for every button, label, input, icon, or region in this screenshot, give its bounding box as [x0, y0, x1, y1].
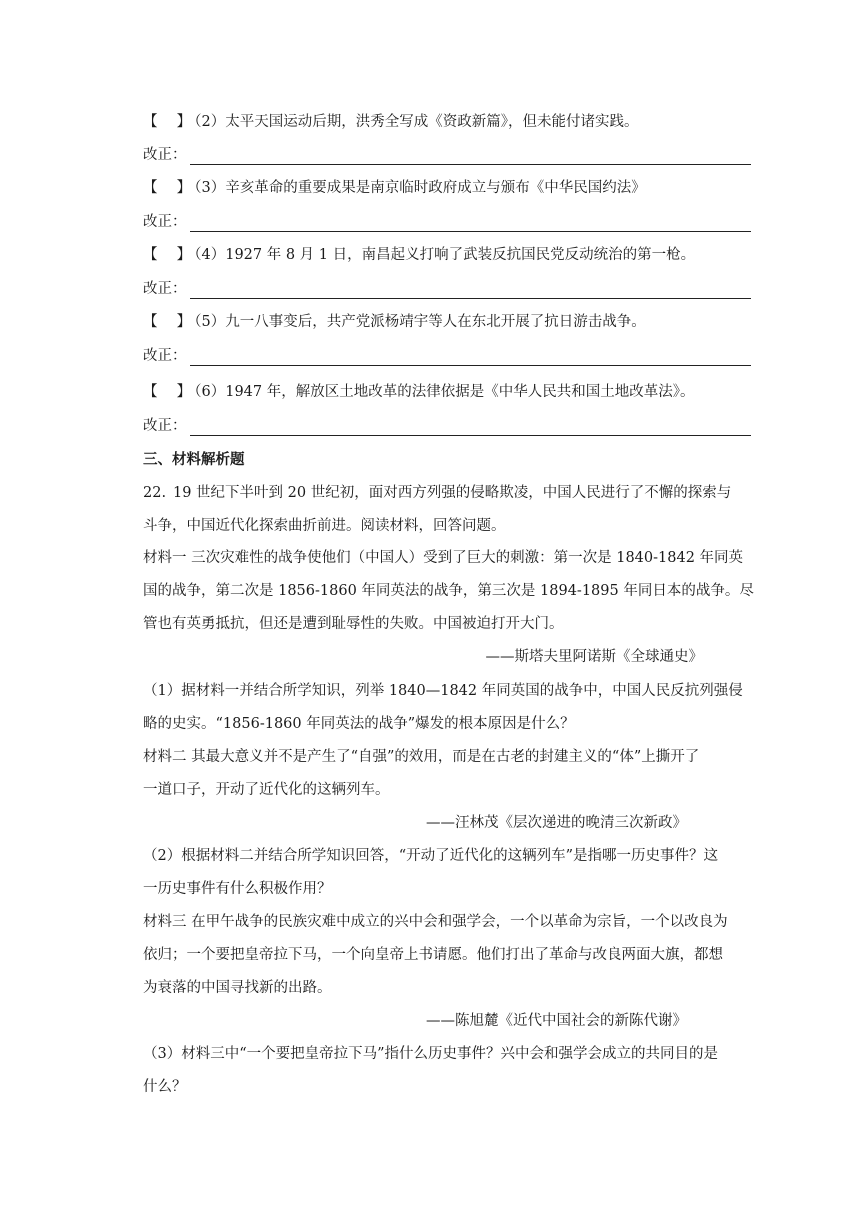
question-intro-line-2: 斗争，中国近代化探索曲折前进。阅读材料，回答问题。 — [143, 518, 506, 534]
answer-bracket[interactable]: 【 】 — [143, 114, 192, 130]
material-2-source: ——汪林茂《层次递进的晚清三次新政》 — [426, 815, 687, 831]
material-3-line-2: 依归；一个要把皇帝拉下马，一个向皇帝上书请愿。他们打出了革命与改良两面大旗，都想 — [143, 947, 723, 963]
correction-label: 改正： — [143, 147, 187, 163]
sub-question-2-line-1: （2）根据材料二并结合所学知识回答，“开动了近代化的这辆列车”是指哪一历史事件？这 — [143, 848, 719, 864]
correction-label: 改正： — [143, 214, 187, 230]
judgment-item-6 — [143, 382, 751, 402]
material-3-source: ——陈旭麓《近代中国社会的新陈代谢》 — [426, 1013, 687, 1029]
answer-bracket[interactable]: 【 】 — [143, 384, 192, 400]
correction-line-5[interactable] — [143, 346, 751, 366]
answer-bracket[interactable]: 【 】 — [143, 180, 192, 196]
material-3-line-1: 材料三 在甲午战争的民族灾难中成立的兴中会和强学会，一个以革命为宗旨，一个以改良为 — [143, 914, 728, 930]
judgment-item-4 — [143, 245, 751, 265]
sub-question-3-line-2: 什么？ — [143, 1079, 187, 1095]
judgment-text: （2）太平天国运动后期，洪秀全写成《资政新篇》，但未能付诸实践。 — [187, 114, 639, 130]
answer-bracket[interactable]: 【 】 — [143, 314, 192, 330]
correction-blank[interactable] — [190, 216, 752, 232]
judgment-text: （4）1927 年 8 月 1 日，南昌起义打响了武装反抗国民党反动统治的第一枪。 — [187, 247, 696, 263]
material-2-line-2: 一道口子，开动了近代化的这辆列车。 — [143, 782, 390, 798]
correction-label: 改正： — [143, 281, 187, 297]
material-2-line-1: 材料二 其最大意义并不是产生了“自强”的效用，而是在古老的封建主义的“体”上撕开了 — [143, 749, 700, 765]
correction-line-4[interactable] — [143, 279, 751, 299]
material-1-line-2: 国的战争，第二次是 1856-1860 年同英法的战争，第三次是 1894-1895 年同日本的战争。尽 — [143, 583, 754, 599]
material-1-line-3: 管也有英勇抵抗，但还是遭到耻辱性的失败。中国被迫打开大门。 — [143, 616, 564, 632]
judgment-text: （3）辛亥革命的重要成果是南京临时政府成立与颁布《中华民国约法》 — [187, 180, 646, 196]
answer-bracket[interactable]: 【 】 — [143, 247, 192, 263]
judgment-item-3 — [143, 178, 751, 198]
section-title: 三、材料解析题 — [143, 451, 245, 468]
material-1-source: ——斯塔夫里阿诺斯《全球通史》 — [485, 649, 703, 665]
correction-blank[interactable] — [190, 149, 752, 165]
sub-question-1-line-2: 略的史实。“1856-1860 年同英法的战争”爆发的根本原因是什么？ — [143, 716, 575, 732]
material-3-line-3: 为衰落的中国寻找新的出路。 — [143, 980, 332, 996]
material-1-line-1: 材料一 三次灾难性的战争使他们（中国人）受到了巨大的刺激：第一次是 1840-1842 年同英 — [143, 550, 744, 566]
correction-label: 改正： — [143, 348, 187, 364]
correction-blank[interactable] — [190, 420, 752, 436]
judgment-text: （5）九一八事变后，共产党派杨靖宇等人在东北开展了抗日游击战争。 — [187, 314, 646, 330]
question-number: 22. — [143, 485, 167, 501]
question-intro-line-1 — [143, 483, 751, 503]
sub-question-3-line-1: （3）材料三中“一个要把皇帝拉下马”指什么历史事件？兴中会和强学会成立的共同目的是 — [143, 1046, 719, 1062]
correction-blank[interactable] — [190, 350, 752, 366]
sub-question-1-line-1: （1）据材料一并结合所学知识，列举 1840—1842 年同英国的战争中，中国人民反抗列强侵 — [143, 683, 743, 699]
judgment-item-2 — [143, 112, 751, 132]
sub-question-2-line-2: 一历史事件有什么积极作用？ — [143, 881, 332, 897]
correction-blank[interactable] — [190, 283, 752, 299]
judgment-item-5 — [143, 312, 751, 332]
correction-line-3[interactable] — [143, 212, 751, 232]
question-intro-text: 19 世纪下半叶到 20 世纪初，面对西方列强的侵略欺凌，中国人民进行了不懈的探索与 — [173, 485, 732, 501]
correction-line-2[interactable] — [143, 145, 751, 165]
correction-line-6[interactable] — [143, 416, 751, 436]
judgment-text: （6）1947 年，解放区土地改革的法律依据是《中华人民共和国土地改革法》。 — [187, 384, 695, 400]
correction-label: 改正： — [143, 418, 187, 434]
